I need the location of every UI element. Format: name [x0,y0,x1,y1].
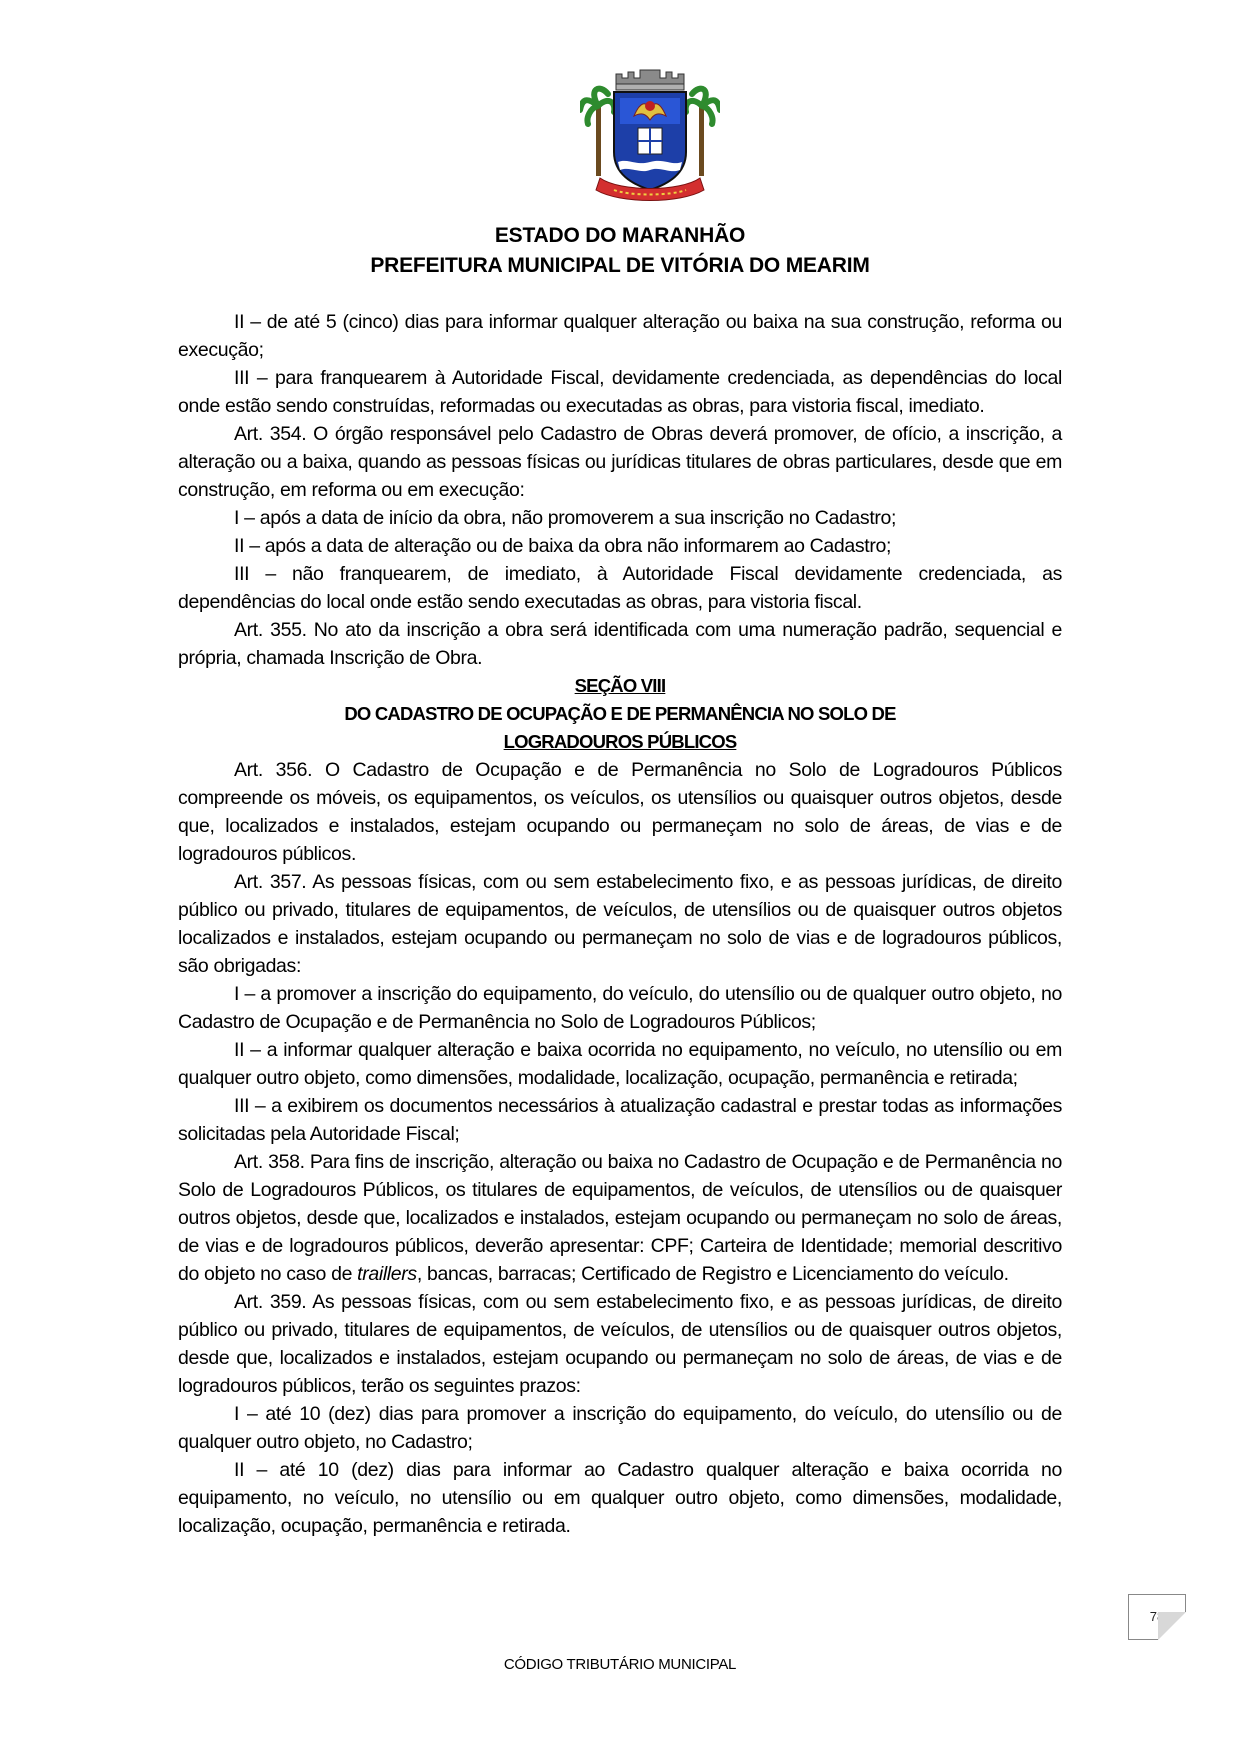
header-state: ESTADO DO MARANHÃO [494,224,746,247]
paragraph: I – até 10 (dez) dias para promover a inscrição do equipamento, do veículo, do utensílio ou de qualquer outro objeto, no Cadastro; [178,1403,1062,1453]
paragraph: II – a informar qualquer alteração e baixa ocorrida no equipamento, no veículo, no utensílio ou em qualquer outro objeto, como dimensões, modalidade, localização, ocupação, permanência e retirada; [178,1039,1062,1089]
section-title-line-2: LOGRADOUROS PÚBLICOS [503,731,737,752]
italic-term: traillers [357,1263,417,1285]
paragraph: Art. 356. O Cadastro de Ocupação e de Permanência no Solo de Logradouros Públicos compreende os móveis, os equipamentos, os veículos, os utensílios ou quaisquer outros objetos, desde que, localizados e instalados, estejam ocupando ou permaneçam no solo de áreas, de vias e de logradouros públicos. [178,759,1062,865]
paragraph: I – após a data de início da obra, não promoverem a sua inscrição no Cadastro; [234,507,897,529]
paragraph [178,1148,1062,1288]
paragraph: Art. 354. O órgão responsável pelo Cadastro de Obras deverá promover, de ofício, a inscrição, a alteração ou a baixa, quando as pessoas físicas ou jurídicas titulares de obras particulares, desde que em construção, em reforma ou em execução: [178,423,1062,501]
page-number-badge [1128,1594,1186,1640]
paragraph: II – até 10 (dez) dias para informar ao Cadastro qualquer alteração e baixa ocorrida no equipamento, no veículo, no utensílio ou em qualquer outro objeto, como dimensões, modalidade, localização, ocupação, permanência e retirada. [178,1459,1062,1537]
paragraph: II – após a data de alteração ou de baixa da obra não informarem ao Cadastro; [234,535,892,557]
paragraph: III – a exibirem os documentos necessários à atualização cadastral e prestar todas as informações solicitadas pela Autoridade Fiscal; [178,1095,1062,1145]
paragraph: Art. 359. As pessoas físicas, com ou sem estabelecimento fixo, e as pessoas jurídicas, de direito público ou privado, titulares de equipamentos, de veículos, de utensílios ou de quaisquer outros objetos, desde que, localizados e instalados, estejam ocupando ou permaneçam no solo de áreas, de vias e de logradouros públicos, terão os seguintes prazos: [178,1291,1062,1397]
page-fold-icon [1158,1612,1186,1640]
footer: CÓDIGO TRIBUTÁRIO MUNICIPAL [503,1656,737,1673]
section-title-line-1: DO CADASTRO DE OCUPAÇÃO E DE PERMANÊNCIA NO SOLO DE [344,703,896,724]
header-prefecture: PREFEITURA MUNICIPAL DE VITÓRIA DO MEARIM [370,254,870,277]
paragraph: II – de até 5 (cinco) dias para informar qualquer alteração ou baixa na sua construção, reforma ou execução; [178,311,1062,361]
paragraph: I – a promover a inscrição do equipamento, do veículo, do utensílio ou de qualquer outro objeto, no Cadastro de Ocupação e de Permanência no Solo de Logradouros Públicos; [178,983,1062,1033]
paragraph: III – não franquearem, de imediato, à Autoridade Fiscal devidamente credenciada, as dependências do local onde estão sendo executadas as obras, para vistoria fiscal. [178,563,1062,613]
paragraph: Art. 355. No ato da inscrição a obra será identificada com uma numeração padrão, sequencial e própria, chamada Inscrição de Obra. [178,619,1062,669]
paragraph-text: , bancas, barracas; Certificado de Registro e Licenciamento do veículo. [416,1263,1009,1285]
coat-of-arms-icon [580,66,720,206]
page-number: 78 [1149,1609,1165,1624]
paragraph-text: Art. 358. Para fins de inscrição, alteração ou baixa no Cadastro de Ocupação e de Permanência no Solo de Logradouros Públicos, os titulares de equipamentos, de veículos, de utensílios ou de quaisquer outros objetos, desde que, localizados e instalados, estejam ocupando ou permaneçam no solo de áreas, de vias e de logradouros públicos, deverão apresentar: CPF; Carteira de Identidade; memorial descritivo do objeto no caso de [178,1151,1062,1285]
paragraph: Art. 357. As pessoas físicas, com ou sem estabelecimento fixo, e as pessoas jurídicas, de direito público ou privado, titulares de equipamentos, de veículos, de utensílios ou de quaisquer outros objetos localizados e instalados, estejam ocupando ou permaneçam no solo de vias e de logradouros públicos, são obrigadas: [178,871,1062,977]
section-number: SEÇÃO VIII [574,675,666,696]
paragraph: III – para franquearem à Autoridade Fiscal, devidamente credenciada, as dependências do local onde estão sendo construídas, reformadas ou executadas as obras, para vistoria fiscal, imediato. [178,367,1062,417]
document-body [178,308,1062,1540]
